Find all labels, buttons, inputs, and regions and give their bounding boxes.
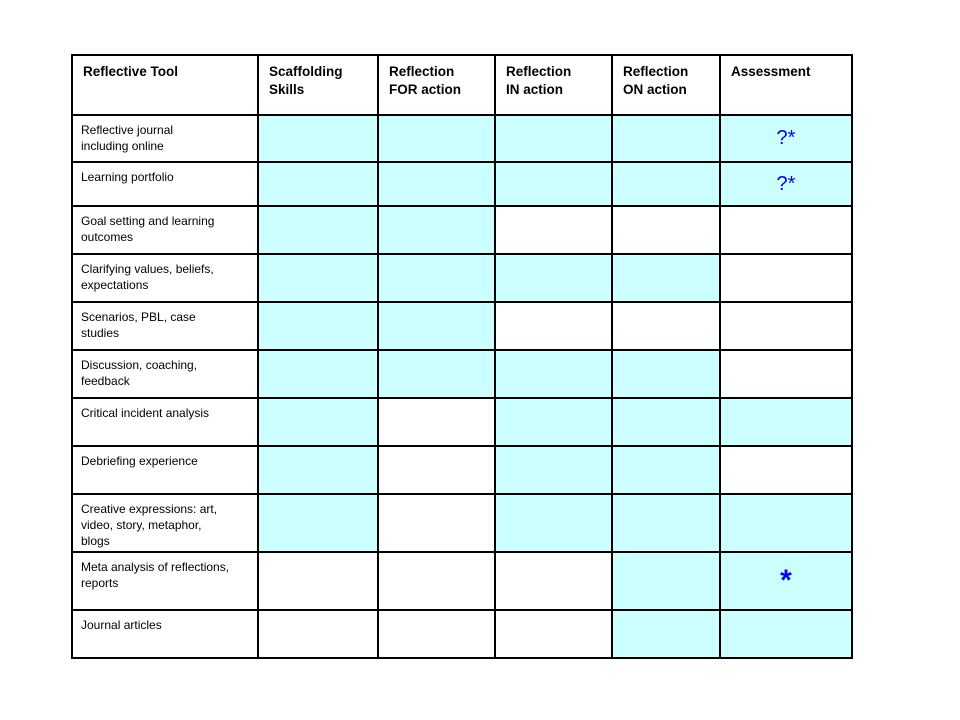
- matrix-cell: [378, 610, 495, 658]
- matrix-cell: [378, 552, 495, 610]
- assessment-cell: [720, 206, 852, 254]
- assessment-cell: [720, 552, 852, 610]
- matrix-cell: [258, 115, 378, 162]
- matrix-cell: [378, 115, 495, 162]
- tool-name-cell: Learning portfolio: [72, 162, 258, 206]
- matrix-cell: [378, 302, 495, 350]
- table-row: [72, 162, 852, 206]
- matrix-cell: [378, 398, 495, 446]
- matrix-cell: [495, 162, 612, 206]
- matrix-cell: [378, 494, 495, 552]
- table-row: [72, 350, 852, 398]
- matrix-cell: [612, 494, 720, 552]
- assessment-mark: ?*: [776, 172, 796, 195]
- table-row: [72, 115, 852, 162]
- matrix-cell: [612, 162, 720, 206]
- tool-name-cell: Clarifying values, beliefs, expectations: [72, 254, 258, 302]
- matrix-cell: [258, 398, 378, 446]
- matrix-cell: [258, 350, 378, 398]
- matrix-cell: [495, 302, 612, 350]
- reflective-tools-table: [71, 54, 853, 659]
- matrix-cell: [258, 162, 378, 206]
- tool-name-cell: Reflective journal including online: [72, 115, 258, 162]
- header-reflection-in-action: Reflection IN action: [495, 55, 612, 115]
- matrix-cell: [258, 494, 378, 552]
- matrix-cell: [612, 254, 720, 302]
- assessment-cell: [720, 446, 852, 494]
- tool-name-cell: Creative expressions: art, video, story, metaphor, blogs: [72, 494, 258, 552]
- matrix-cell: [378, 206, 495, 254]
- matrix-cell: [612, 552, 720, 610]
- assessment-cell: [720, 350, 852, 398]
- matrix-cell: [495, 552, 612, 610]
- assessment-cell: [720, 162, 852, 206]
- matrix-cell: [258, 610, 378, 658]
- matrix-cell: [495, 446, 612, 494]
- header-reflection-on-action: Reflection ON action: [612, 55, 720, 115]
- matrix-cell: [495, 115, 612, 162]
- tool-name-cell: Journal articles: [72, 610, 258, 658]
- tool-name-cell: Critical incident analysis: [72, 398, 258, 446]
- table-row: [72, 206, 852, 254]
- matrix-cell: [612, 610, 720, 658]
- assessment-mark: *: [780, 564, 792, 597]
- tool-name-cell: Goal setting and learning outcomes: [72, 206, 258, 254]
- matrix-cell: [612, 206, 720, 254]
- table-row: [72, 254, 852, 302]
- tool-name-cell: Meta analysis of reflections, reports: [72, 552, 258, 610]
- table-row: [72, 610, 852, 658]
- matrix-cell: [612, 446, 720, 494]
- header-reflection-for-action: Reflection FOR action: [378, 55, 495, 115]
- header-assessment: Assessment: [720, 55, 852, 115]
- matrix-cell: [378, 350, 495, 398]
- matrix-cell: [612, 398, 720, 446]
- matrix-cell: [378, 254, 495, 302]
- table-row: [72, 398, 852, 446]
- table-row: [72, 494, 852, 552]
- table-row: [72, 446, 852, 494]
- matrix-cell: [258, 446, 378, 494]
- matrix-cell: [495, 206, 612, 254]
- matrix-cell: [612, 350, 720, 398]
- tool-name-cell: Scenarios, PBL, case studies: [72, 302, 258, 350]
- matrix-cell: [495, 254, 612, 302]
- matrix-cell: [495, 398, 612, 446]
- header-row: [72, 55, 852, 115]
- matrix-cell: [495, 494, 612, 552]
- assessment-cell: [720, 302, 852, 350]
- assessment-cell: [720, 494, 852, 552]
- assessment-mark: ?*: [776, 127, 796, 149]
- table-row: [72, 552, 852, 610]
- matrix-cell: [258, 206, 378, 254]
- header-scaffolding-skills: Scaffolding Skills: [258, 55, 378, 115]
- matrix-cell: [495, 610, 612, 658]
- tool-name-cell: Debriefing experience: [72, 446, 258, 494]
- header-reflective-tool: Reflective Tool: [72, 55, 258, 115]
- assessment-cell: [720, 610, 852, 658]
- matrix-cell: [258, 302, 378, 350]
- table-row: [72, 302, 852, 350]
- matrix-cell: [612, 115, 720, 162]
- tool-name-cell: Discussion, coaching, feedback: [72, 350, 258, 398]
- assessment-cell: [720, 398, 852, 446]
- matrix-cell: [378, 162, 495, 206]
- matrix-cell: [258, 552, 378, 610]
- matrix-cell: [258, 254, 378, 302]
- matrix-cell: [612, 302, 720, 350]
- assessment-cell: [720, 254, 852, 302]
- matrix-cell: [495, 350, 612, 398]
- matrix-cell: [378, 446, 495, 494]
- assessment-cell: [720, 115, 852, 162]
